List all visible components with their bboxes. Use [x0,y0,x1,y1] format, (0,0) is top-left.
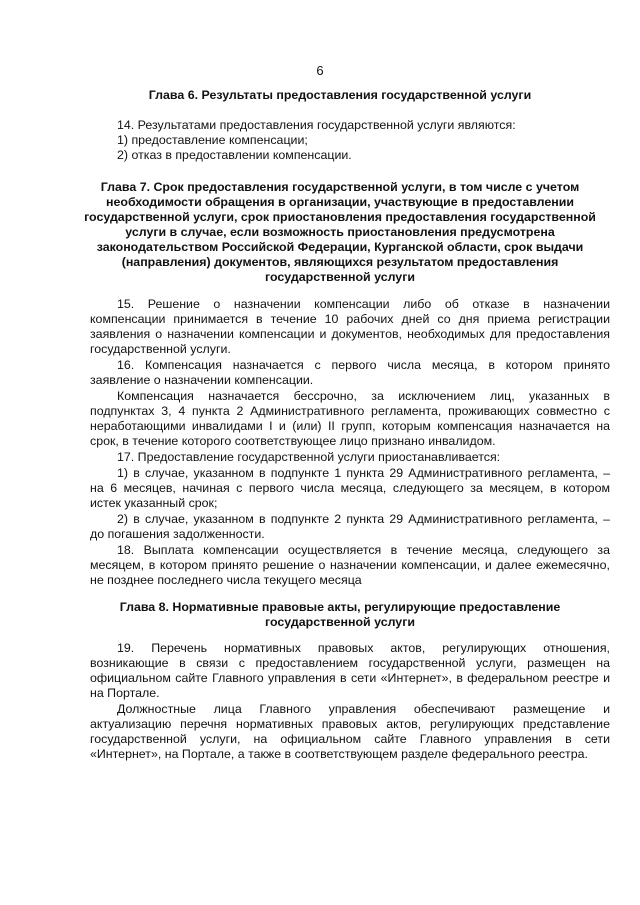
text-line: подпунктах 3, 4 пункта 2 Административного регламента, проживающих совместно с [90,404,610,418]
text-line: истек указанный срок; [90,496,218,510]
chapter-8-title-line: Глава 8. Нормативные правовые акты, регулирующие предоставление [119,600,561,614]
text-line: неработающими инвалидами I и (или) II групп, которым компенсация назначается на [90,419,610,433]
chapter-7-title-line: законодательством Российской Федерации, Курганской области, срок выдачи [96,240,584,254]
text-line: заявления о назначении компенсации и документов, необходимых для предоставления [90,327,610,341]
text-line: 1) в случае, указанном в подпункте 1 пункта 29 Административного регламента, – [117,466,610,480]
text-line: заявление о назначении компенсации. [90,373,314,387]
chapter-7-title-line: государственной услуги [265,270,415,284]
chapter-7-title-line: Глава 7. Срок предоставления государственной услуги, в том числе с учетом [100,180,580,194]
text-line: Компенсация назначается бессрочно, за исключением лиц, указанных в [117,389,610,403]
text-line: месяцем, в котором принято решение о назначении компенсации, и далее ежемесячно, [90,558,610,572]
text-line: Должностные лица Главного управления обеспечивают размещение и [117,702,610,716]
text-line: официальном сайте Главного управления в сети «Интернет», в федеральном реестре и [90,671,610,685]
list-item-2: 2) отказ в предоставлении компенсации. [117,148,352,162]
text-line: компенсации принимается в течение 10 рабочих дней со дня приема регистрации [90,312,610,326]
text-line: не позднее последнего числа текущего месяца [90,573,362,587]
text-line: государственной услуги, на официальном сайте Главного управления в сети [90,732,610,746]
text-line: 2) в случае, указанном в подпункте 2 пункта 29 Административного регламента, – [117,512,610,526]
text-line: на 6 месяцев, начиная с первого числа месяца, следующего за месяцем, в котором [90,481,610,495]
chapter-8-title-line: государственной услуги [265,615,415,629]
text-line: 19. Перечень нормативных правовых актов, регулирующих отношения, [117,641,610,655]
text-line: государственной услуги. [90,342,231,356]
chapter-6-title: Глава 6. Результаты предоставления государственной услуги [148,88,532,102]
chapter-7-title-line: государственной услуги, срок приостановления предоставления государственной [84,210,596,224]
chapter-7-title-line: (направления) документов, являющихся результатом предоставления [121,255,559,269]
paragraph-17: 17. Предоставление государственной услуги приостанавливается: [117,450,501,464]
text-line: до погашения задолженности. [90,527,265,541]
text-line: 18. Выплата компенсации осуществляется в течение месяца, следующего за [117,543,610,557]
chapter-7-title-line: услуги в случае, если возможность приостановления предусмотрена [125,225,555,239]
text-line: возникающие в связи с предоставлением государственной услуги, размещен на [90,656,610,670]
chapter-7-title-line: необходимости обращения в организации, участвующие в предоставлении [106,195,574,209]
text-line: «Интернет», на Портале, а также в соответствующем разделе федерального реестра. [90,747,588,761]
text-line: срок, в течение которого соответствующее лицо признано инвалидом. [90,434,496,448]
page-number: 6 [316,63,324,78]
list-item-1: 1) предоставление компенсации; [117,133,308,147]
paragraph-14: 14. Результатами предоставления государственной услуги являются: [117,118,516,132]
text-line: актуализацию перечня нормативных правовых актов, регулирующих представление [90,717,610,731]
text-line: 16. Компенсация назначается с первого числа месяца, в котором принято [117,358,610,372]
text-line: на Портале. [90,686,160,700]
text-line: 15. Решение о назначении компенсации либо об отказе в назначении [117,297,610,311]
